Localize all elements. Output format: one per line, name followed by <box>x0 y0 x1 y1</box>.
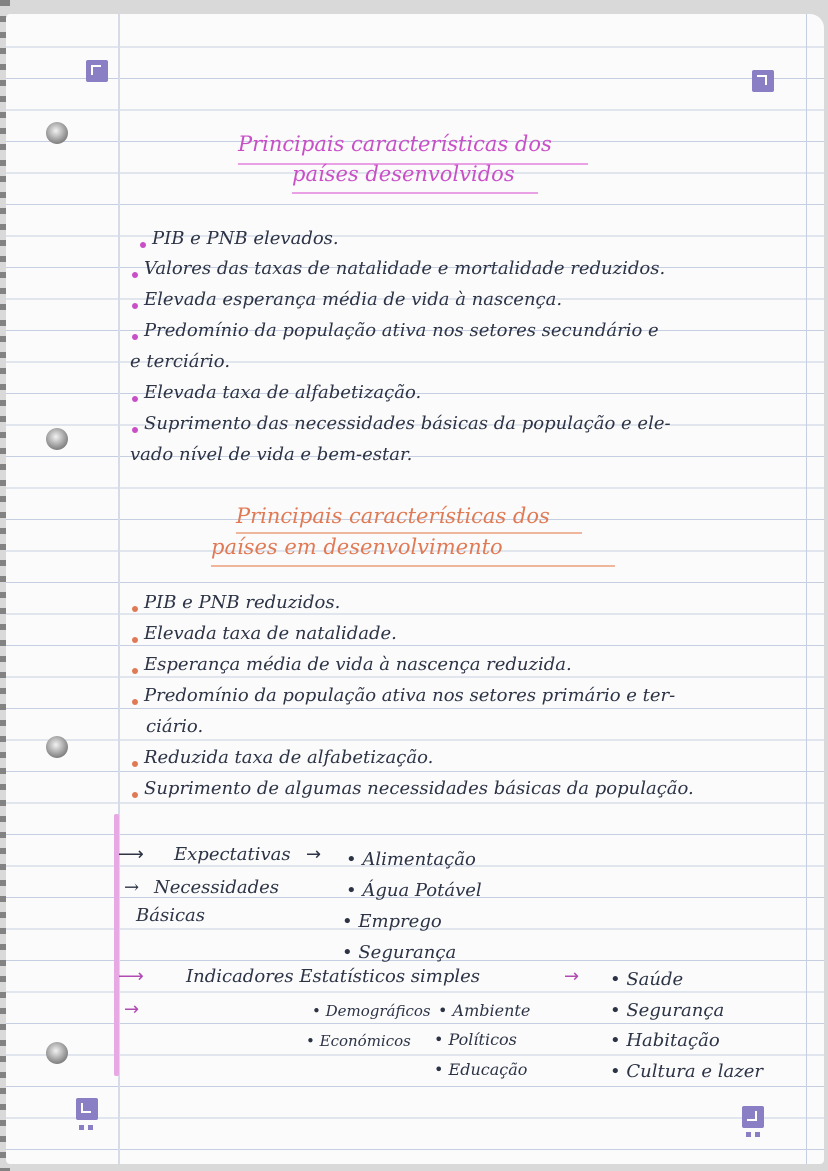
binder-hole-icon <box>46 1042 68 1064</box>
note-arrow-necessidades: → <box>124 877 140 898</box>
indicator-item-label: Saúde <box>626 969 684 990</box>
indicator-item-label: Segurança <box>626 1000 725 1021</box>
section1-item: e terciário. <box>130 351 231 372</box>
arrow-right-icon: → <box>564 966 580 987</box>
arrow-right-icon: → <box>306 844 322 865</box>
note-basicas: Básicas <box>136 905 206 926</box>
section1-title-line2: países desenvolvidos <box>292 162 515 186</box>
indicator-item-label: Cultura e lazer <box>626 1061 763 1082</box>
bullet-icon <box>132 668 138 674</box>
binder-hole-icon <box>46 122 68 144</box>
section2-title-line1: Principais características dos <box>236 504 550 528</box>
indicator-type-label: Educação <box>448 1060 528 1079</box>
section2-item: Predomínio da população ativa nos setores primário e ter- <box>144 685 676 706</box>
section1-item: Elevada taxa de alfabetização. <box>144 382 422 403</box>
need-item: • Emprego <box>342 911 442 932</box>
indicator-item: • Segurança <box>610 1000 725 1021</box>
arrow-right-icon: ⟶ <box>118 844 144 865</box>
indicator-item: • Habitação <box>610 1030 720 1051</box>
indicator-type: • Educação <box>434 1060 528 1079</box>
binder-hole-icon <box>46 428 68 450</box>
section1-item: Suprimento das necessidades básicas da população e ele- <box>144 413 671 434</box>
indicator-type-label: Ambiente <box>452 1001 531 1020</box>
indicator-item-label: Habitação <box>626 1030 720 1051</box>
section2-item: Esperança média de vida à nascença reduzida. <box>144 654 572 675</box>
need-item-label: Segurança <box>358 942 457 963</box>
bullet-icon <box>140 242 146 248</box>
bullet-icon <box>132 427 138 433</box>
corner-marker-icon <box>752 70 774 92</box>
section2-item: Elevada taxa de natalidade. <box>144 623 397 644</box>
arrow-right-icon: → <box>124 999 140 1020</box>
indicator-type-label: Políticos <box>448 1030 517 1049</box>
corner-marker-icon <box>76 1098 98 1120</box>
corner-marker-icon <box>86 60 108 82</box>
section2-item: Reduzida taxa de alfabetização. <box>144 747 434 768</box>
section2-item: ciário. <box>146 716 204 737</box>
section1-item: vado nível de vida e bem-estar. <box>130 444 413 465</box>
bullet-icon <box>132 792 138 798</box>
arrow-right-icon: ⟶ <box>118 966 144 987</box>
title-underline <box>292 192 538 194</box>
bullet-icon <box>132 761 138 767</box>
section1-item: Predomínio da população ativa nos setores secundário e <box>144 320 659 341</box>
bullet-icon <box>132 699 138 705</box>
section1-item: Elevada esperança média de vida à nascença. <box>144 289 563 310</box>
need-item: • Alimentação <box>346 849 476 870</box>
title-underline <box>236 532 582 534</box>
note-indicadores: Indicadores Estatísticos simples <box>186 966 481 987</box>
indicator-type-label: Demográficos <box>325 1002 431 1020</box>
corner-dots-icon <box>746 1132 760 1137</box>
section2-item: Suprimento de algumas necessidades básicas da população. <box>144 778 694 799</box>
section2-item: PIB e PNB reduzidos. <box>144 592 341 613</box>
binder-hole-icon <box>46 736 68 758</box>
bullet-icon <box>132 637 138 643</box>
corner-dots-icon <box>79 1125 93 1130</box>
need-item: • Água Potável <box>346 880 482 901</box>
section1-item: Valores das taxas de natalidade e mortalidade reduzidos. <box>144 258 666 279</box>
section2-title-line2: países em desenvolvimento <box>211 535 503 559</box>
need-item-label: Água Potável <box>362 880 482 901</box>
bullet-icon <box>132 303 138 309</box>
bullet-icon <box>132 334 138 340</box>
bullet-icon <box>132 272 138 278</box>
need-item-label: Alimentação <box>362 849 476 870</box>
bullet-icon <box>132 606 138 612</box>
indicator-item: • Saúde <box>610 969 684 990</box>
right-margin-line <box>806 14 807 1164</box>
notebook-page <box>6 14 824 1164</box>
indicator-item: • Cultura e lazer <box>610 1061 763 1082</box>
note-expectativas: Expectativas <box>174 844 291 865</box>
bullet-icon <box>132 396 138 402</box>
section1-item: PIB e PNB elevados. <box>152 228 339 249</box>
indicator-type-label: Económicos <box>319 1032 411 1050</box>
section1-title-line1: Principais características dos <box>238 132 552 156</box>
corner-marker-icon <box>742 1106 764 1128</box>
title-underline <box>211 565 615 567</box>
indicator-type: • Económicos <box>306 1032 411 1050</box>
indicator-type: • Ambiente <box>438 1001 531 1020</box>
indicator-type: • Demográficos <box>312 1002 431 1020</box>
need-item: • Segurança <box>342 942 457 963</box>
need-item-label: Emprego <box>358 911 442 932</box>
note-necessidades: Necessidades <box>154 877 280 898</box>
indicator-type: • Políticos <box>434 1030 517 1049</box>
